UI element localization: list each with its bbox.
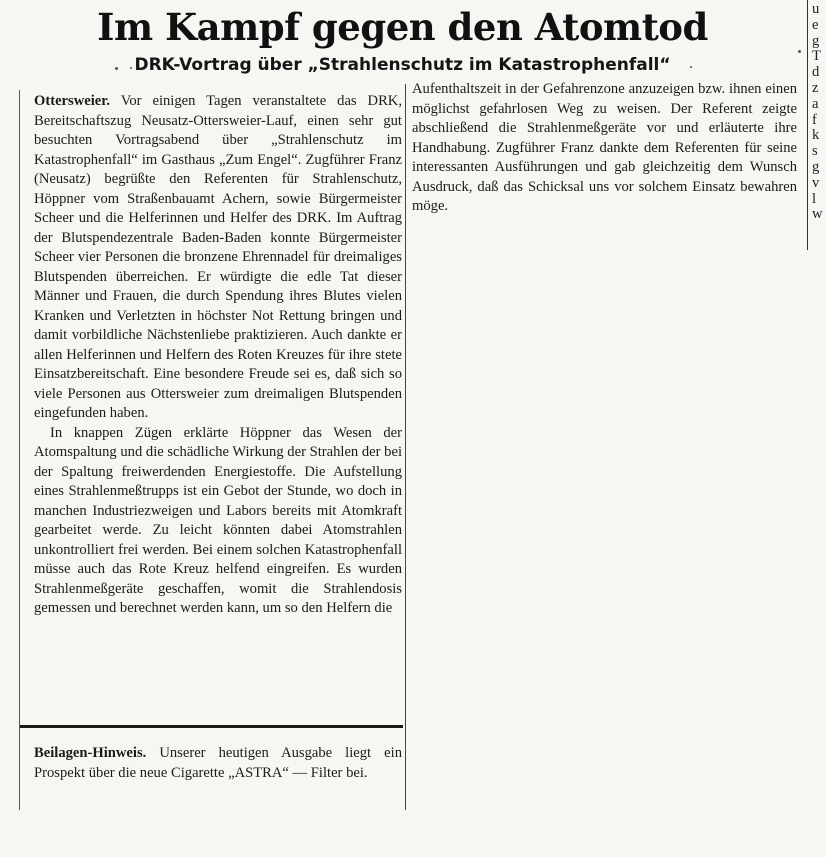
print-speck (115, 67, 118, 70)
article-paragraph-1 (34, 92, 402, 424)
headline: Im Kampf gegen den Atomtod (97, 5, 708, 49)
left-border-rule (19, 90, 20, 810)
adjacent-column-fragments: u e g T d z a f k s g v l w (812, 2, 823, 223)
supplement-notice (34, 744, 402, 783)
section-divider-rule (20, 725, 403, 728)
print-speck (798, 50, 801, 53)
paragraph-1-text: Vor einigen Tagen veranstaltete das DRK, Bereitschaftszug Neusatz-Ottersweier-Lauf, einen sehr gut besuchten Vortragsabend über „Strahlenschutz im Katastrophenfall“ im Gasthaus „Zum Engel“. Zugführer Franz (Neusatz) begrüßte den Referenten für Strahlenschutz, Höppner vom Straßenbauamt Achern, sowie Bürgermeister Scheer und die Helferinnen und Helfer des DRK. Im Auftrag der Blutspendezentrale Baden-Baden konnte Bürgermeister Scheer vier Personen die bronzene Ehrennadel für dreimaliges Blutspenden überreichen. Er würdigte die edle Tat dieser Männer und Frauen, die durch Spendung ihres Blutes vielen Kranken und Verletzten in höchster Not Rettung bringen und damit vorbildliche Nächstenliebe praktizieren. Auch dankte er allen Helferinnen und Helfern des Roten Kreuzes für ihre stete Einsatzbereitschaft. Eine besondere Freude sei es, daß sich so viele Personen aus Ottersweier zum dreimaligen Blutspenden eingefunden haben. (34, 93, 402, 421)
right-border-rule (807, 0, 808, 250)
notice-text: Unserer heutigen Ausgabe liegt ein Prospekt über die neue Cigarette „ASTRA“ — Filter bei. (34, 745, 402, 781)
print-speck (130, 67, 132, 69)
print-speck (690, 66, 692, 68)
column-divider (405, 84, 406, 810)
article-column-left (34, 92, 402, 619)
article-column-right (412, 80, 797, 217)
article-paragraph-3: Aufenthaltszeit in der Gefahrenzone anzuzeigen bzw. ihnen einen möglichst gefahrlosen Weg zu weisen. Der Referent zeigte abschließend die Strahlenmeßgeräte vor und erläuterte ihre Handhabung. Zugführer Franz dankte dem Referenten für seine interessanten Ausführungen und gab gleichzeitig dem Wunsch Ausdruck, daß das Schicksal uns vor solchem Einsatz bewahren möge. (412, 81, 797, 214)
article-paragraph-2: In knappen Zügen erklärte Höppner das Wesen der Atomspaltung und die schädliche Wirkung der Strahlen der bei der Spaltung freiwerdenden Energiestoffe. Die Aufstellung eines Strahlenmeßtrupps ist ein Gebot der Stunde, wo doch in manchen Industriezweigen und Labors bereits mit Atomkraft gearbeitet werde. Zu leicht könnten dabei Atomstrahlen unkontrolliert frei werden. Bei einem solchen Katastrophenfall müsse auch das Rote Kreuz helfend eingreifen. Es wurden Strahlenmeßgeräte geschaffen, womit die Strahlendosis gemessen und berechnet werden kann, um so den Helfern die (34, 424, 402, 616)
subheadline: DRK-Vortrag über „Strahlenschutz im Katastrophenfall“ (134, 55, 671, 75)
notice-lead: Beilagen-Hinweis. (34, 745, 147, 761)
dateline-place: Ottersweier. (34, 93, 111, 109)
